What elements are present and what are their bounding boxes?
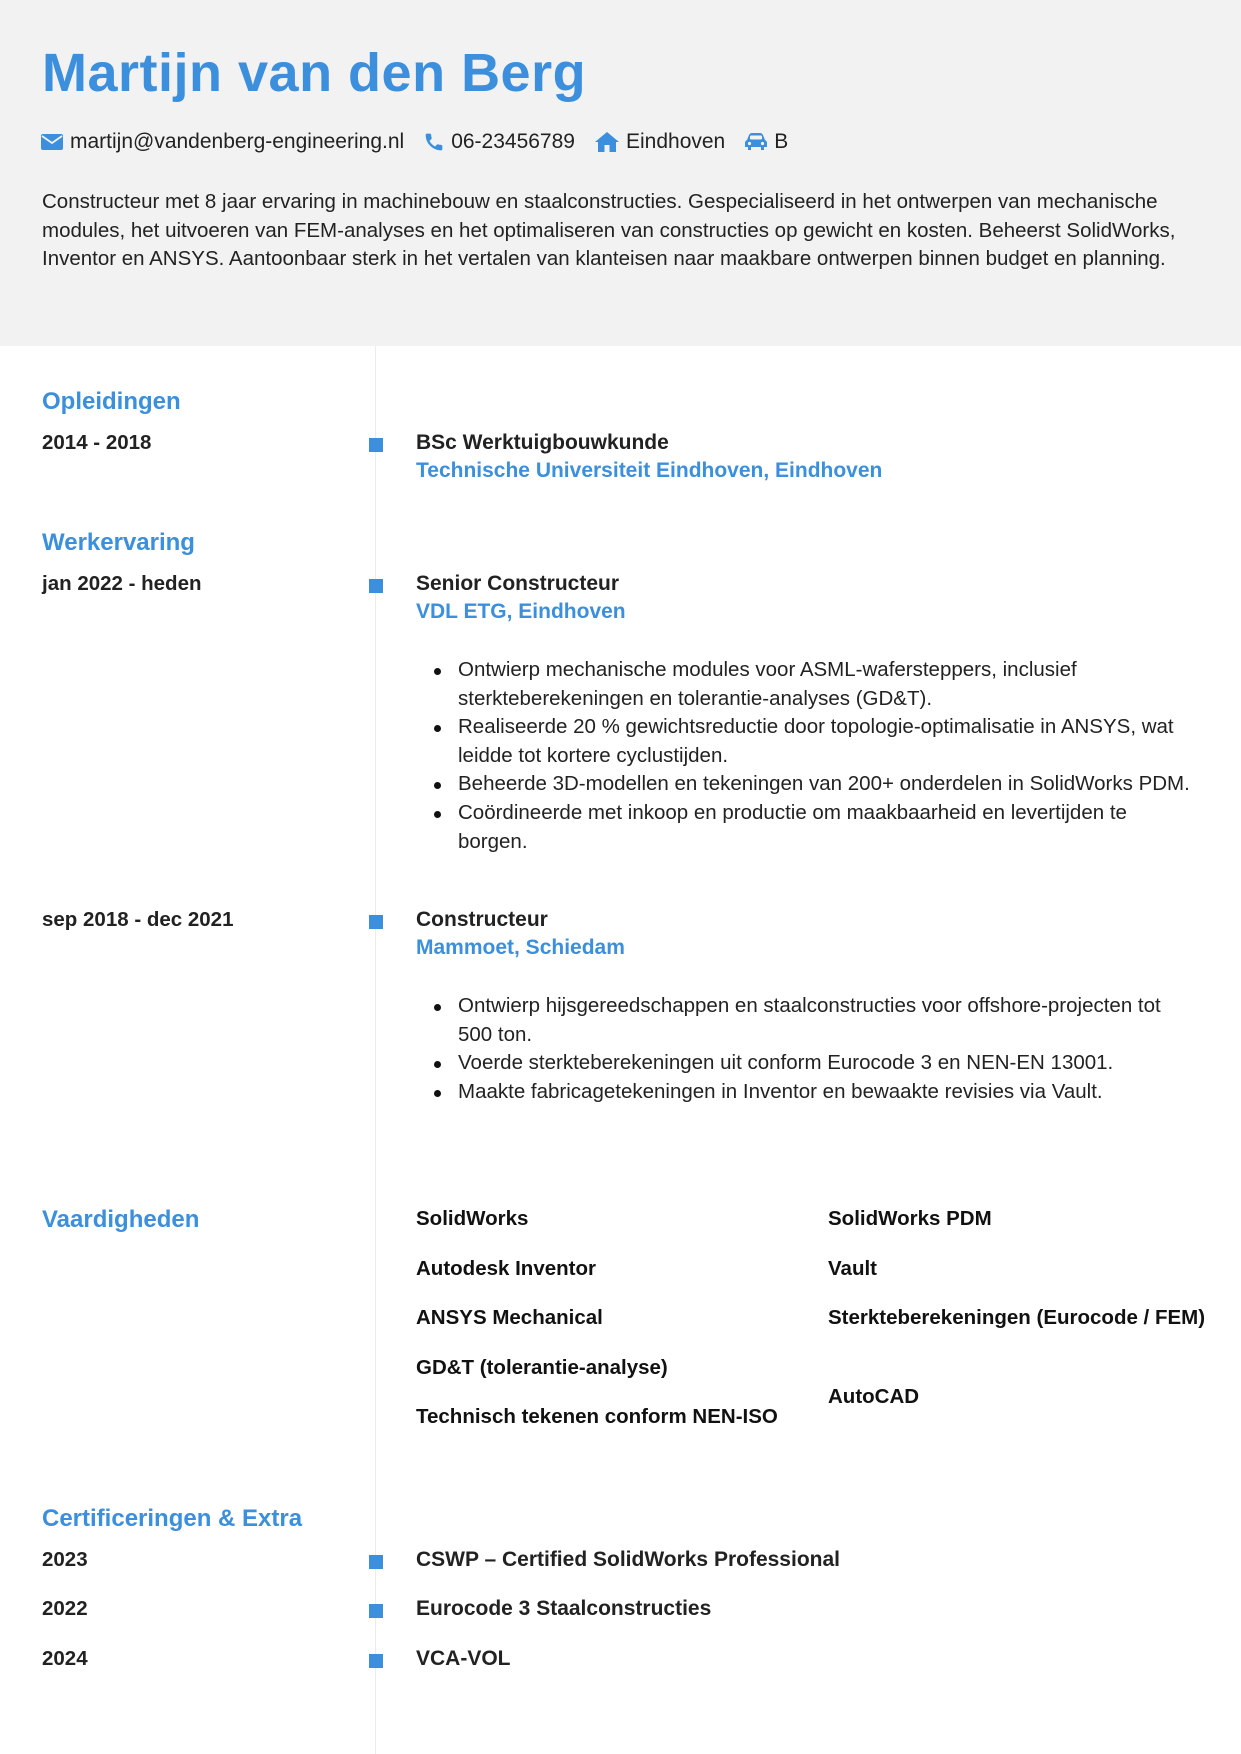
certification-title: CSWP – Certified SolidWorks Professional xyxy=(416,1548,840,1571)
certification-date: 2022 xyxy=(42,1597,88,1620)
certification-title: Eurocode 3 Staalconstructies xyxy=(416,1597,712,1620)
car-icon xyxy=(745,133,767,151)
timeline-marker xyxy=(369,1654,383,1668)
list-item: Ontwierp mechanische modules voor ASML-wafersteppers, inclusief sterkteberekeningen en tolerantie-analyses (GD&T). xyxy=(416,656,1196,713)
skill-item: SolidWorks xyxy=(416,1207,529,1230)
experience-date: jan 2022 - heden xyxy=(42,572,202,595)
skill-item: Sterkteberekeningen (Eurocode / FEM) xyxy=(828,1306,1206,1329)
timeline-marker xyxy=(369,579,383,593)
city-text: Eindhoven xyxy=(625,130,726,153)
skill-item: SolidWorks PDM xyxy=(828,1207,992,1230)
job-title: Senior Constructeur xyxy=(416,572,620,595)
certification-title: VCA-VOL xyxy=(416,1647,511,1670)
list-item: Realiseerde 20 % gewichtsreductie door topologie-optimalisatie in ANSYS, wat leidde tot kortere cyclustijden. xyxy=(416,713,1196,770)
header-panel xyxy=(0,0,1241,346)
timeline-marker xyxy=(369,1604,383,1618)
skill-item: ANSYS Mechanical xyxy=(416,1306,603,1329)
home-icon xyxy=(595,132,619,152)
skill-item: Autodesk Inventor xyxy=(416,1257,596,1280)
timeline-marker xyxy=(369,915,383,929)
certifications-heading: Certificeringen & Extra xyxy=(42,1505,303,1532)
list-item: Maakte fabricagetekeningen in Inventor en bewaakte revisies via Vault. xyxy=(416,1078,1196,1107)
experience-date: sep 2018 - dec 2021 xyxy=(42,908,234,931)
skills-heading: Vaardigheden xyxy=(42,1206,200,1233)
candidate-name: Martijn van den Berg xyxy=(42,43,587,103)
experience-heading: Werkervaring xyxy=(42,529,195,556)
list-item: Beheerde 3D-modellen en tekeningen van 200+ onderdelen in SolidWorks PDM. xyxy=(416,770,1196,799)
job-bullet-list xyxy=(416,656,1196,856)
job-title: Constructeur xyxy=(416,908,548,931)
contact-phone[interactable] xyxy=(424,130,575,154)
phone-text: 06-23456789 xyxy=(451,130,575,153)
education-institution: Technische Universiteit Eindhoven, Eindhoven xyxy=(416,459,883,482)
contact-city xyxy=(595,130,725,154)
contact-row xyxy=(41,128,808,156)
education-date: 2014 - 2018 xyxy=(42,431,152,454)
skill-item: Technisch tekenen conform NEN-ISO xyxy=(416,1405,778,1428)
envelope-icon xyxy=(41,134,63,150)
phone-icon xyxy=(424,132,444,152)
skill-item: GD&T (tolerantie-analyse) xyxy=(416,1356,668,1379)
email-text: martijn@vandenberg-engineering.nl xyxy=(70,130,405,153)
profile-summary: Constructeur met 8 jaar ervaring in machinebouw en staalconstructies. Gespecialiseerd in het ontwerpen van mechanische modules, het uitvoeren van FEM-analyses en het optimaliseren van constructies op gewicht en kosten. Beheerst SolidWorks, Inventor en ANSYS. Aantoonbaar sterk in het vertalen van klanteisen naar maakbare ontwerpen binnen budget en planning. xyxy=(42,190,1176,271)
skill-item: Vault xyxy=(828,1257,877,1280)
job-company: VDL ETG, Eindhoven xyxy=(416,600,626,623)
timeline-divider xyxy=(375,346,376,1754)
license-text: B xyxy=(774,130,789,153)
skill-item: AutoCAD xyxy=(828,1385,920,1408)
certification-date: 2024 xyxy=(42,1647,88,1670)
education-heading: Opleidingen xyxy=(42,388,181,415)
list-item: Ontwierp hijsgereedschappen en staalconstructies voor offshore-projecten tot 500 ton. xyxy=(416,992,1196,1049)
contact-license xyxy=(745,130,788,154)
certification-date: 2023 xyxy=(42,1548,88,1571)
timeline-marker xyxy=(369,438,383,452)
job-company: Mammoet, Schiedam xyxy=(416,936,625,959)
list-item: Voerde sterkteberekeningen uit conform Eurocode 3 en NEN-EN 13001. xyxy=(416,1049,1196,1078)
list-item: Coördineerde met inkoop en productie om maakbaarheid en levertijden te borgen. xyxy=(416,799,1196,856)
job-bullet-list xyxy=(416,992,1196,1106)
education-degree: BSc Werktuigbouwkunde xyxy=(416,431,669,454)
contact-email[interactable] xyxy=(41,130,404,154)
timeline-marker xyxy=(369,1555,383,1569)
